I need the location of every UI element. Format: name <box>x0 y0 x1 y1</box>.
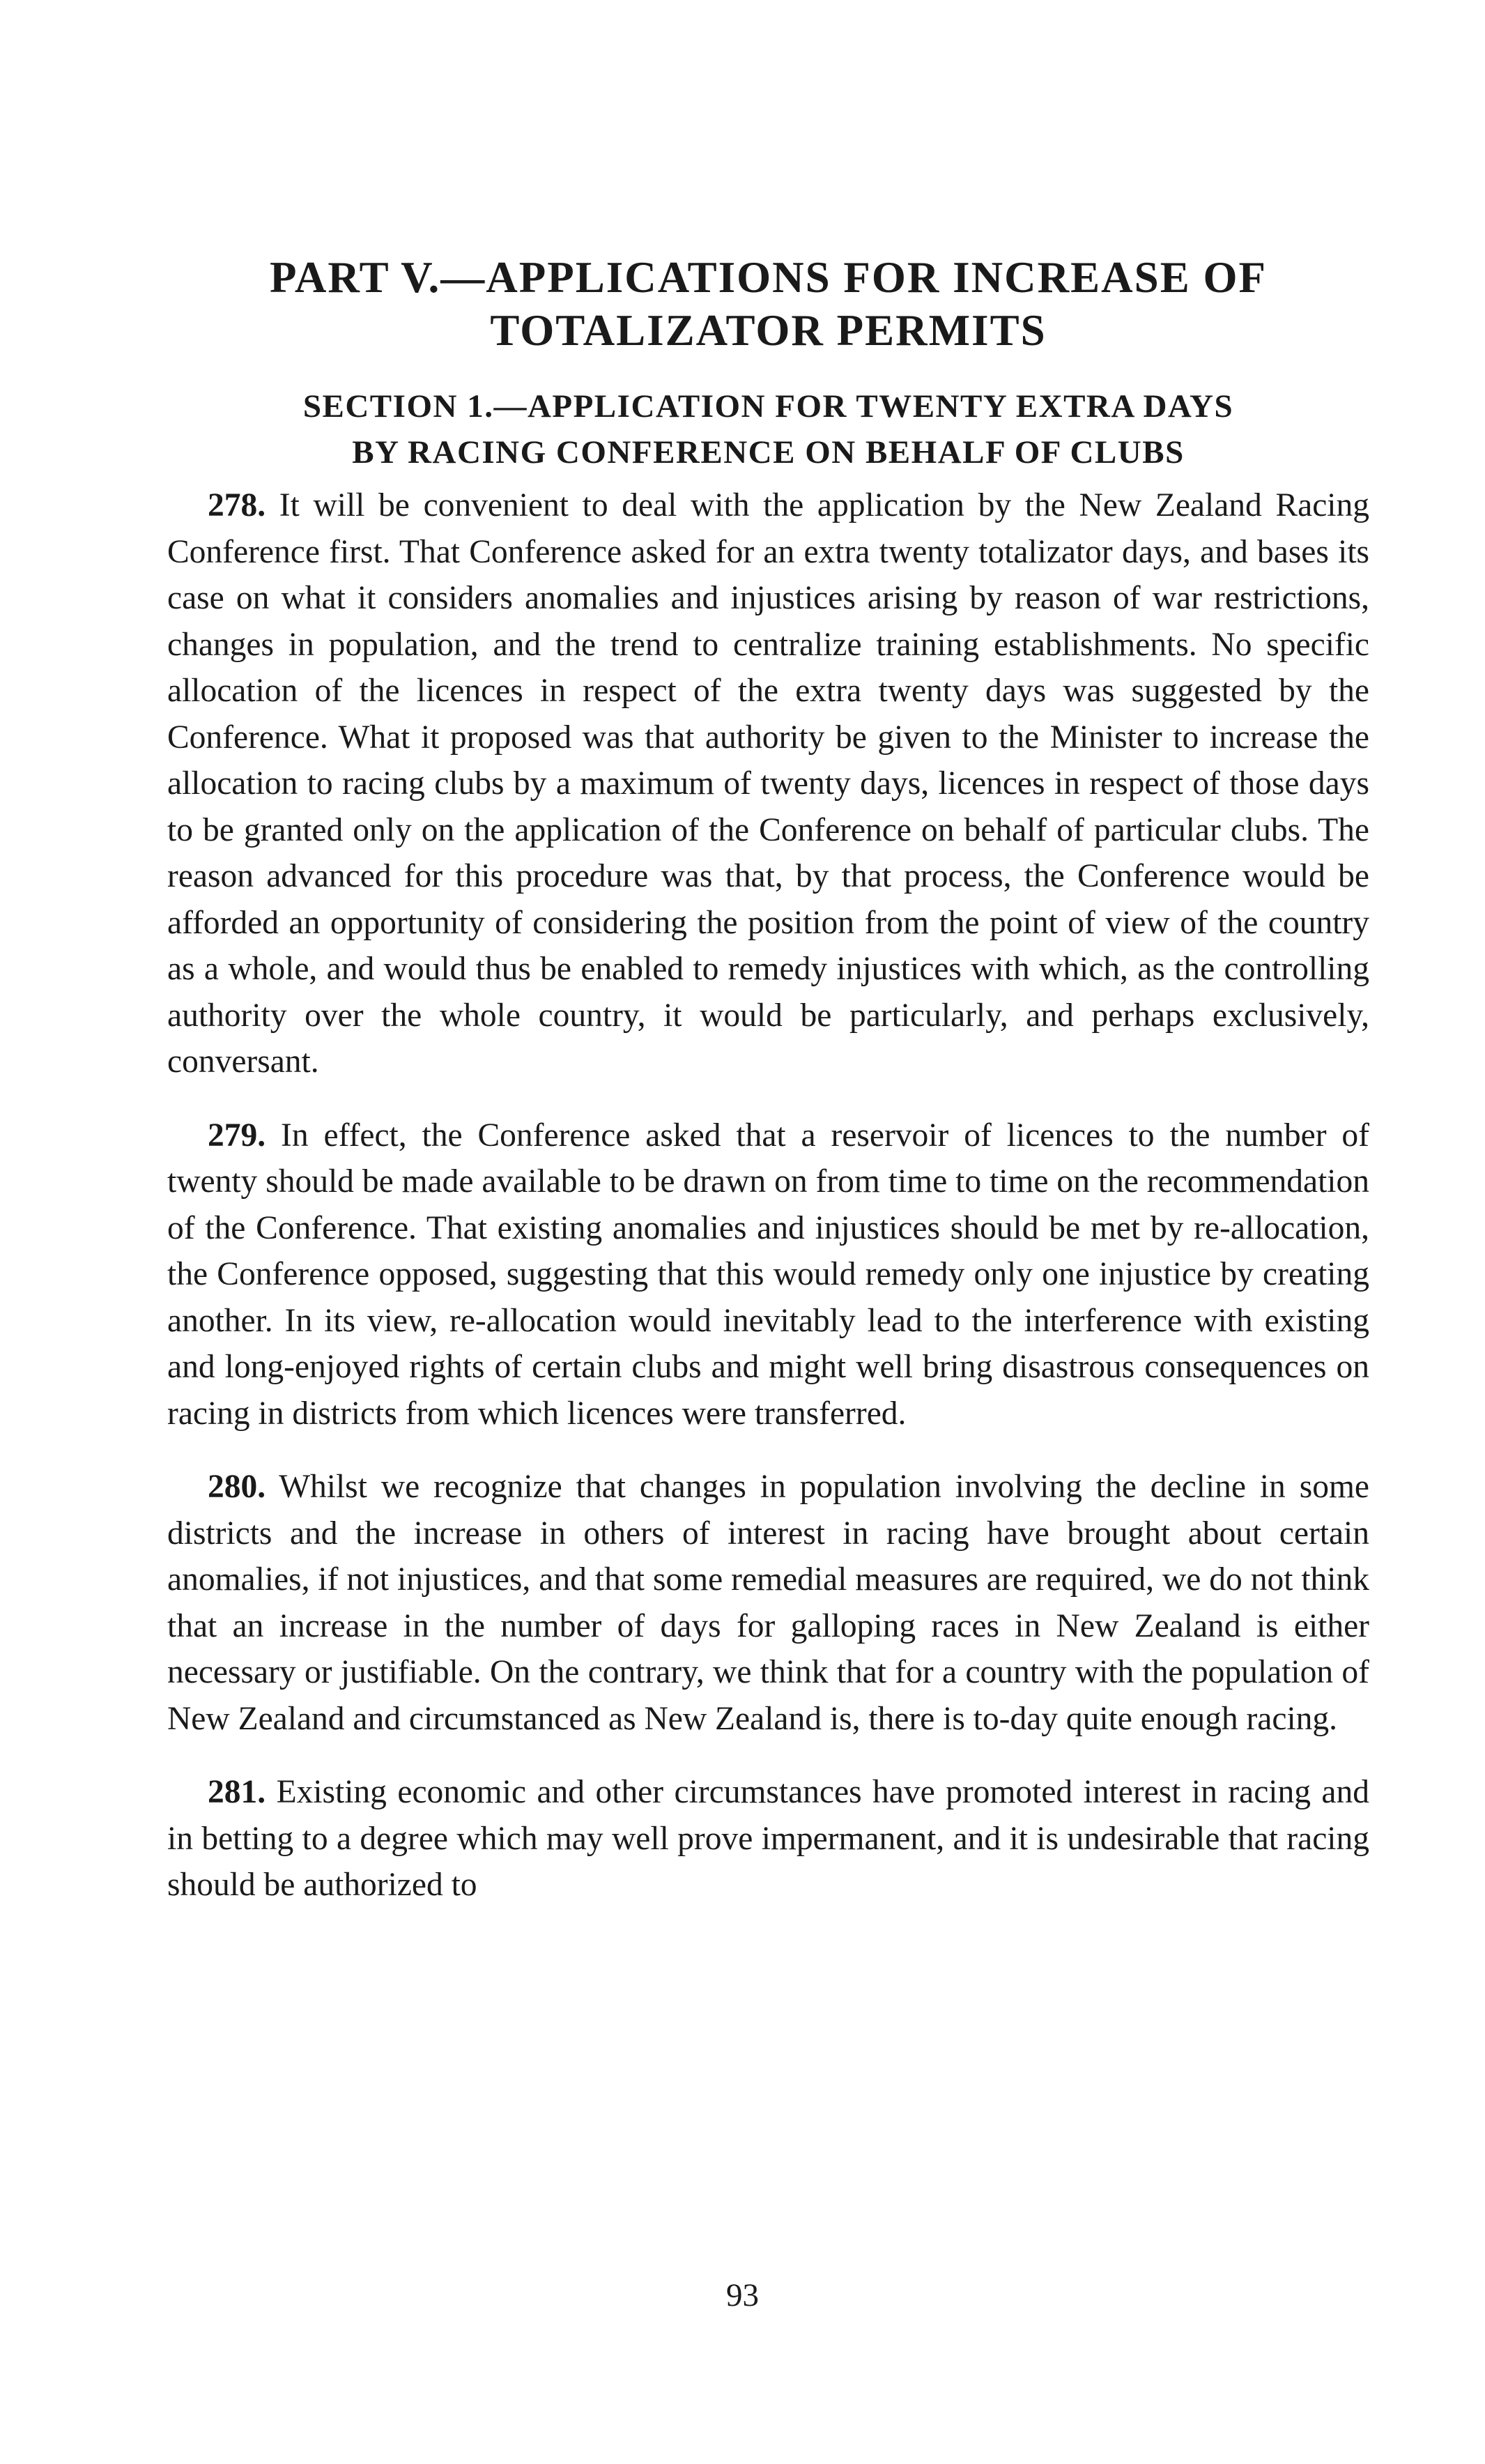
page-number: 93 <box>726 2277 759 2313</box>
paragraph-number: 281. <box>208 1774 266 1810</box>
paragraph-text: Whilst we recognize that changes in population involving the decline in some districts and the increase in others of interest in racing have brought about certain anomalies, if not injustices, and that some remedial measures are required, we do not think that an increase in the number of days for galloping races in New Zealand is either necessary or justifiable. On the contrary, we think that for a country with the population of New Zealand and circumstanced as New Zealand is, there is to-day quite enough racing. <box>167 1469 1369 1737</box>
paragraph-text: It will be convenient to deal with the application by the New Zealand Racing Conference first. That Conference asked for an extra twenty totalizator days, and bases its case on what it considers anomalies and injustices arising by reason of war restrictions, changes in population, and the trend to centralize training establishments. No specific allocation of the licences in respect of the extra twenty days was suggested by the Conference. What it proposed was that authority be given to the Minister to increase the allocation to racing clubs by a maximum of twenty days, licences in respect of those days to be granted only on the application of the Conference on behalf of particular clubs. The reason advanced for this procedure was that, by that process, the Conference would be afforded an opportunity of considering the position from the point of view of the country as a whole, and would thus be enabled to remedy injustices with which, as the controlling authority over the whole country, it would be particularly, and perhaps exclusively, conversant. <box>167 487 1369 1080</box>
paragraph-text: In effect, the Conference asked that a reservoir of licences to the number of twenty should be made available to be drawn on from time to time on the recommendation of the Conference. That existing anomalies and injustices should be met by re-allocation, the Conference opposed, suggesting that this would remedy only one injustice by creating another. In its view, re-allocation would inevitably lead to the interference with existing and long-enjoyed rights of certain clubs and might well bring disastrous consequences on racing in districts from which licences were transferred. <box>167 1117 1369 1432</box>
paragraph-278 <box>167 482 1369 1085</box>
part-title-line-2: TOTALIZATOR PERMITS <box>490 306 1047 355</box>
paragraph-number: 280. <box>208 1469 266 1505</box>
part-title-line-1: PART V.—APPLICATIONS FOR INCREASE OF <box>270 253 1267 302</box>
paragraph-279 <box>167 1112 1369 1437</box>
part-title <box>167 251 1369 357</box>
paragraph-281 <box>167 1769 1369 1908</box>
paragraph-280 <box>167 1464 1369 1742</box>
section-title-line-1: SECTION 1.—APPLICATION FOR TWENTY EXTRA DAYS <box>302 388 1234 424</box>
section-title <box>167 383 1369 475</box>
document-page <box>167 251 1369 1936</box>
section-title-line-2: BY RACING CONFERENCE ON BEHALF OF CLUBS <box>352 434 1185 470</box>
paragraph-text: Existing economic and other circumstances have promoted interest in racing and in betting to a degree which may well prove impermanent, and it is undesirable that racing should be authorized to <box>167 1774 1369 1903</box>
paragraph-number: 279. <box>208 1117 266 1154</box>
paragraph-number: 278. <box>208 487 266 523</box>
